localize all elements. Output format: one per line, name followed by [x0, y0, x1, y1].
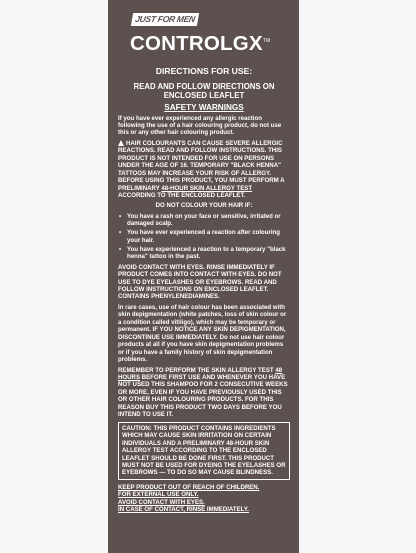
- warning-triangle-icon: [118, 140, 124, 146]
- directions-text: [118, 66, 290, 514]
- remember-test-paragraph: [118, 367, 290, 419]
- read-follow-heading: READ AND FOLLOW DIRECTIONS ON ENCLOSED LEAFLET: [133, 82, 275, 100]
- skin-test-underlined: 48-HOUR SKIN ALLERGY TEST: [161, 184, 253, 192]
- allergy-reaction-paragraph: If you have ever experienced any allergic reaction following the use of a hair colouring product, do not use this or any other hair colouring product.: [118, 114, 282, 137]
- severe-reactions-tail: ACCORDING TO THE ENCLOSED LEAFLET.: [118, 192, 246, 200]
- safety-warnings-title: SAFETY WARNINGS: [164, 103, 244, 112]
- controlgx-wordmark: CONTROLGX: [130, 31, 263, 55]
- depigmentation-text-c: Do not use hair colour products at all if you have skin depigmentation problems or if you have a family history of skin depigmentation problems.: [118, 333, 285, 364]
- footer-line: FOR EXTERNAL USE ONLY.: [118, 491, 199, 499]
- severe-reactions-paragraph: [118, 140, 290, 200]
- controlgx-logo: [130, 30, 290, 55]
- list-item: • You have ever experienced a reaction after colouring your hair.: [118, 229, 290, 244]
- remember-text-b: BEFORE FIRST USE AND WHENEVER YOU HAVE NOT USED THIS SHAMPOO FOR 2 CONSECUTIVE WEEKS OR MORE, EVEN IF YOU HAVE PREVIOUSLY USED THIS OR OTHER HAIR COLOURING PRODUCTS. FOR THIS REASON BUY THIS PRODUCT TWO DAYS BEFORE YOU INTEND TO USE IT.: [118, 374, 288, 419]
- list-item: • You have a rash on your face or sensitive, irritated or damaged scalp.: [118, 213, 290, 228]
- remember-text-a: REMEMBER TO PERFORM THE SKIN ALLERGY TEST: [118, 366, 276, 374]
- depigmentation-paragraph: [118, 304, 290, 364]
- footer-line: KEEP PRODUCT OUT OF REACH OF CHILDREN.: [118, 483, 260, 491]
- just-for-men-logo: JUST FOR MEN: [131, 13, 199, 26]
- footer-warnings: [118, 484, 290, 514]
- footer-line: IN CASE OF CONTACT, RINSE IMMEDIATELY.: [118, 506, 249, 514]
- caution-box: CAUTION: THIS PRODUCT CONTAINS INGREDIENTS WHICH MAY CAUSE SKIN IRRITATION ON CERTAIN INDIVIDUALS AND A PRELIMINARY 48-HOUR SKIN ALLERGY TEST ACCORDING TO THE ENCLOSED LEAFLET SHOULD BE DONE FIRST. THIS PRODUCT MUST NOT BE USED FOR DYEING THE EYELASHES OR EYEBROWS — TO DO SO MAY CAUSE BLINDNESS.: [118, 422, 290, 480]
- avoid-contact-paragraph: AVOID CONTACT WITH EYES. RINSE IMMEDIATELY IF PRODUCT COMES INTO CONTACT WITH EYES. DO NOT USE TO DYE EYELASHES OR EYEBROWS. READ AND FOLLOW INSTRUCTIONS ON ENCLOSED LEAFLET. CONTAINS PHENYLENEDIAMINES.: [118, 263, 282, 301]
- depigmentation-text-a: In rare cases, use of hair colour has been associated with skin depigmentation (white patches, loss of skin colour or a condition called vitiligo), which may be temporary or permanent.: [118, 303, 287, 334]
- forty-eight-hours-underlined: 48 HOURS: [118, 366, 283, 381]
- list-item: • You have experienced a reaction to a temporary "black henna" tattoo in the past.: [118, 246, 290, 261]
- footer-line: AVOID CONTACT WITH EYES.: [118, 498, 205, 506]
- severe-reactions-text: HAIR COLOURANTS CAN CAUSE SEVERE ALLERGIC REACTIONS. READ AND FOLLOW INSTRUCTIONS. THIS PRODUCT IS NOT INTENDED FOR USE ON PERSONS UNDER THE AGE OF 16. TEMPORARY "BLACK HENNA" TATTOOS MAY INCREASE YOUR RISK OF ALLERGY. BEFORE USING THIS PRODUCT, YOU MUST PERFORM A PRELIMINARY: [118, 139, 285, 192]
- do-not-colour-list: [118, 213, 290, 261]
- depigmentation-text-b: IF YOU NOTICE ANY SKIN DEPIGMENTATION, DISCONTINUE USE IMMEDIATELY.: [118, 326, 286, 341]
- trademark-mark: TM: [262, 38, 271, 44]
- do-not-colour-title: DO NOT COLOUR YOUR HAIR IF:: [155, 202, 253, 210]
- directions-title: DIRECTIONS FOR USE:: [155, 66, 253, 76]
- label-panel: [108, 0, 299, 553]
